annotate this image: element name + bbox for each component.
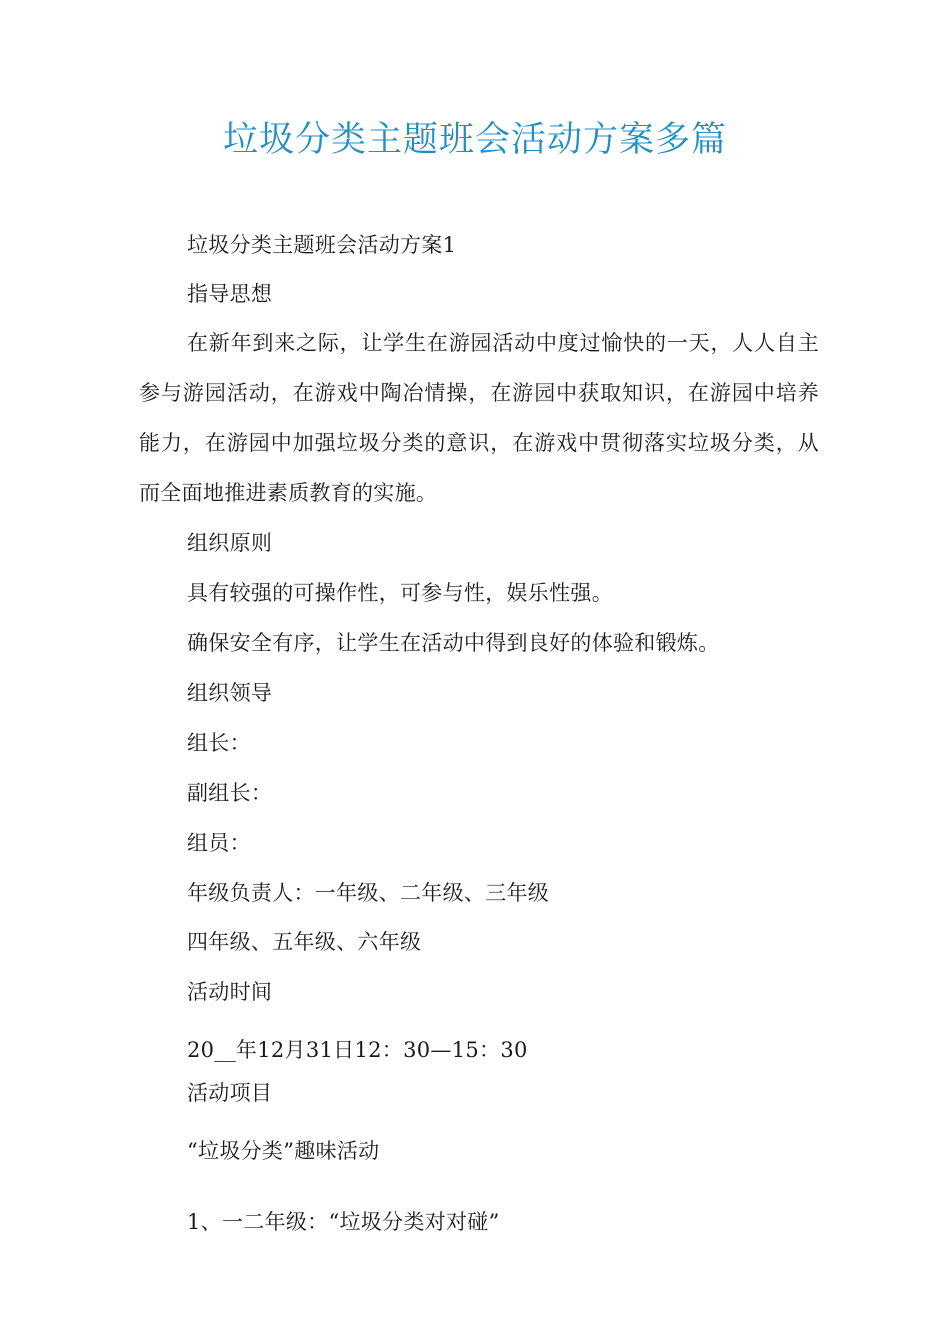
- line-team-members: 组员：: [187, 831, 251, 855]
- line-deputy-leader: 副组长：: [187, 781, 273, 805]
- heading-activity-items: 活动项目: [187, 1081, 273, 1105]
- paragraph-principle-1: 具有较强的可操作性，可参与性，娱乐性强。: [187, 581, 613, 605]
- line-grade-leaders: 年级负责人：一年级、二年级、三年级: [187, 881, 550, 905]
- paragraph-principle-2: 确保安全有序，让学生在活动中得到良好的体验和锻炼。: [187, 631, 720, 655]
- heading-organizing-principles: 组织原则: [187, 531, 273, 555]
- line-team-leader: 组长：: [187, 731, 251, 755]
- line-fun-activity: “垃圾分类”趣味活动: [187, 1139, 380, 1163]
- heading-organization-leadership: 组织领导: [187, 681, 273, 705]
- line-grade-1-2-activity: 1、一二年级：“垃圾分类对对碰”: [187, 1210, 500, 1234]
- line-grade-leaders-continued: 四年级、五年级、六年级: [187, 930, 422, 954]
- document-title: 垃圾分类主题班会活动方案多篇: [222, 120, 727, 160]
- paragraph-guiding-idea: 在新年到来之际，让学生在游园活动中度过愉快的一天，人人自主参与游园活动，在游戏中陶冶情操，在游园中获取知识，在游园中培养能力，在游园中加强垃圾分类的意识，在游戏中贯彻落实垃圾分类，从而全面地推进素质教育的实施。: [139, 331, 819, 505]
- heading-activity-time: 活动时间: [187, 980, 273, 1004]
- line-activity-time: 20__年12月31日12：30—15：30: [187, 1038, 528, 1062]
- heading-guiding-idea: 指导思想: [187, 282, 273, 306]
- section-heading-plan-1: 垃圾分类主题班会活动方案1: [187, 233, 457, 257]
